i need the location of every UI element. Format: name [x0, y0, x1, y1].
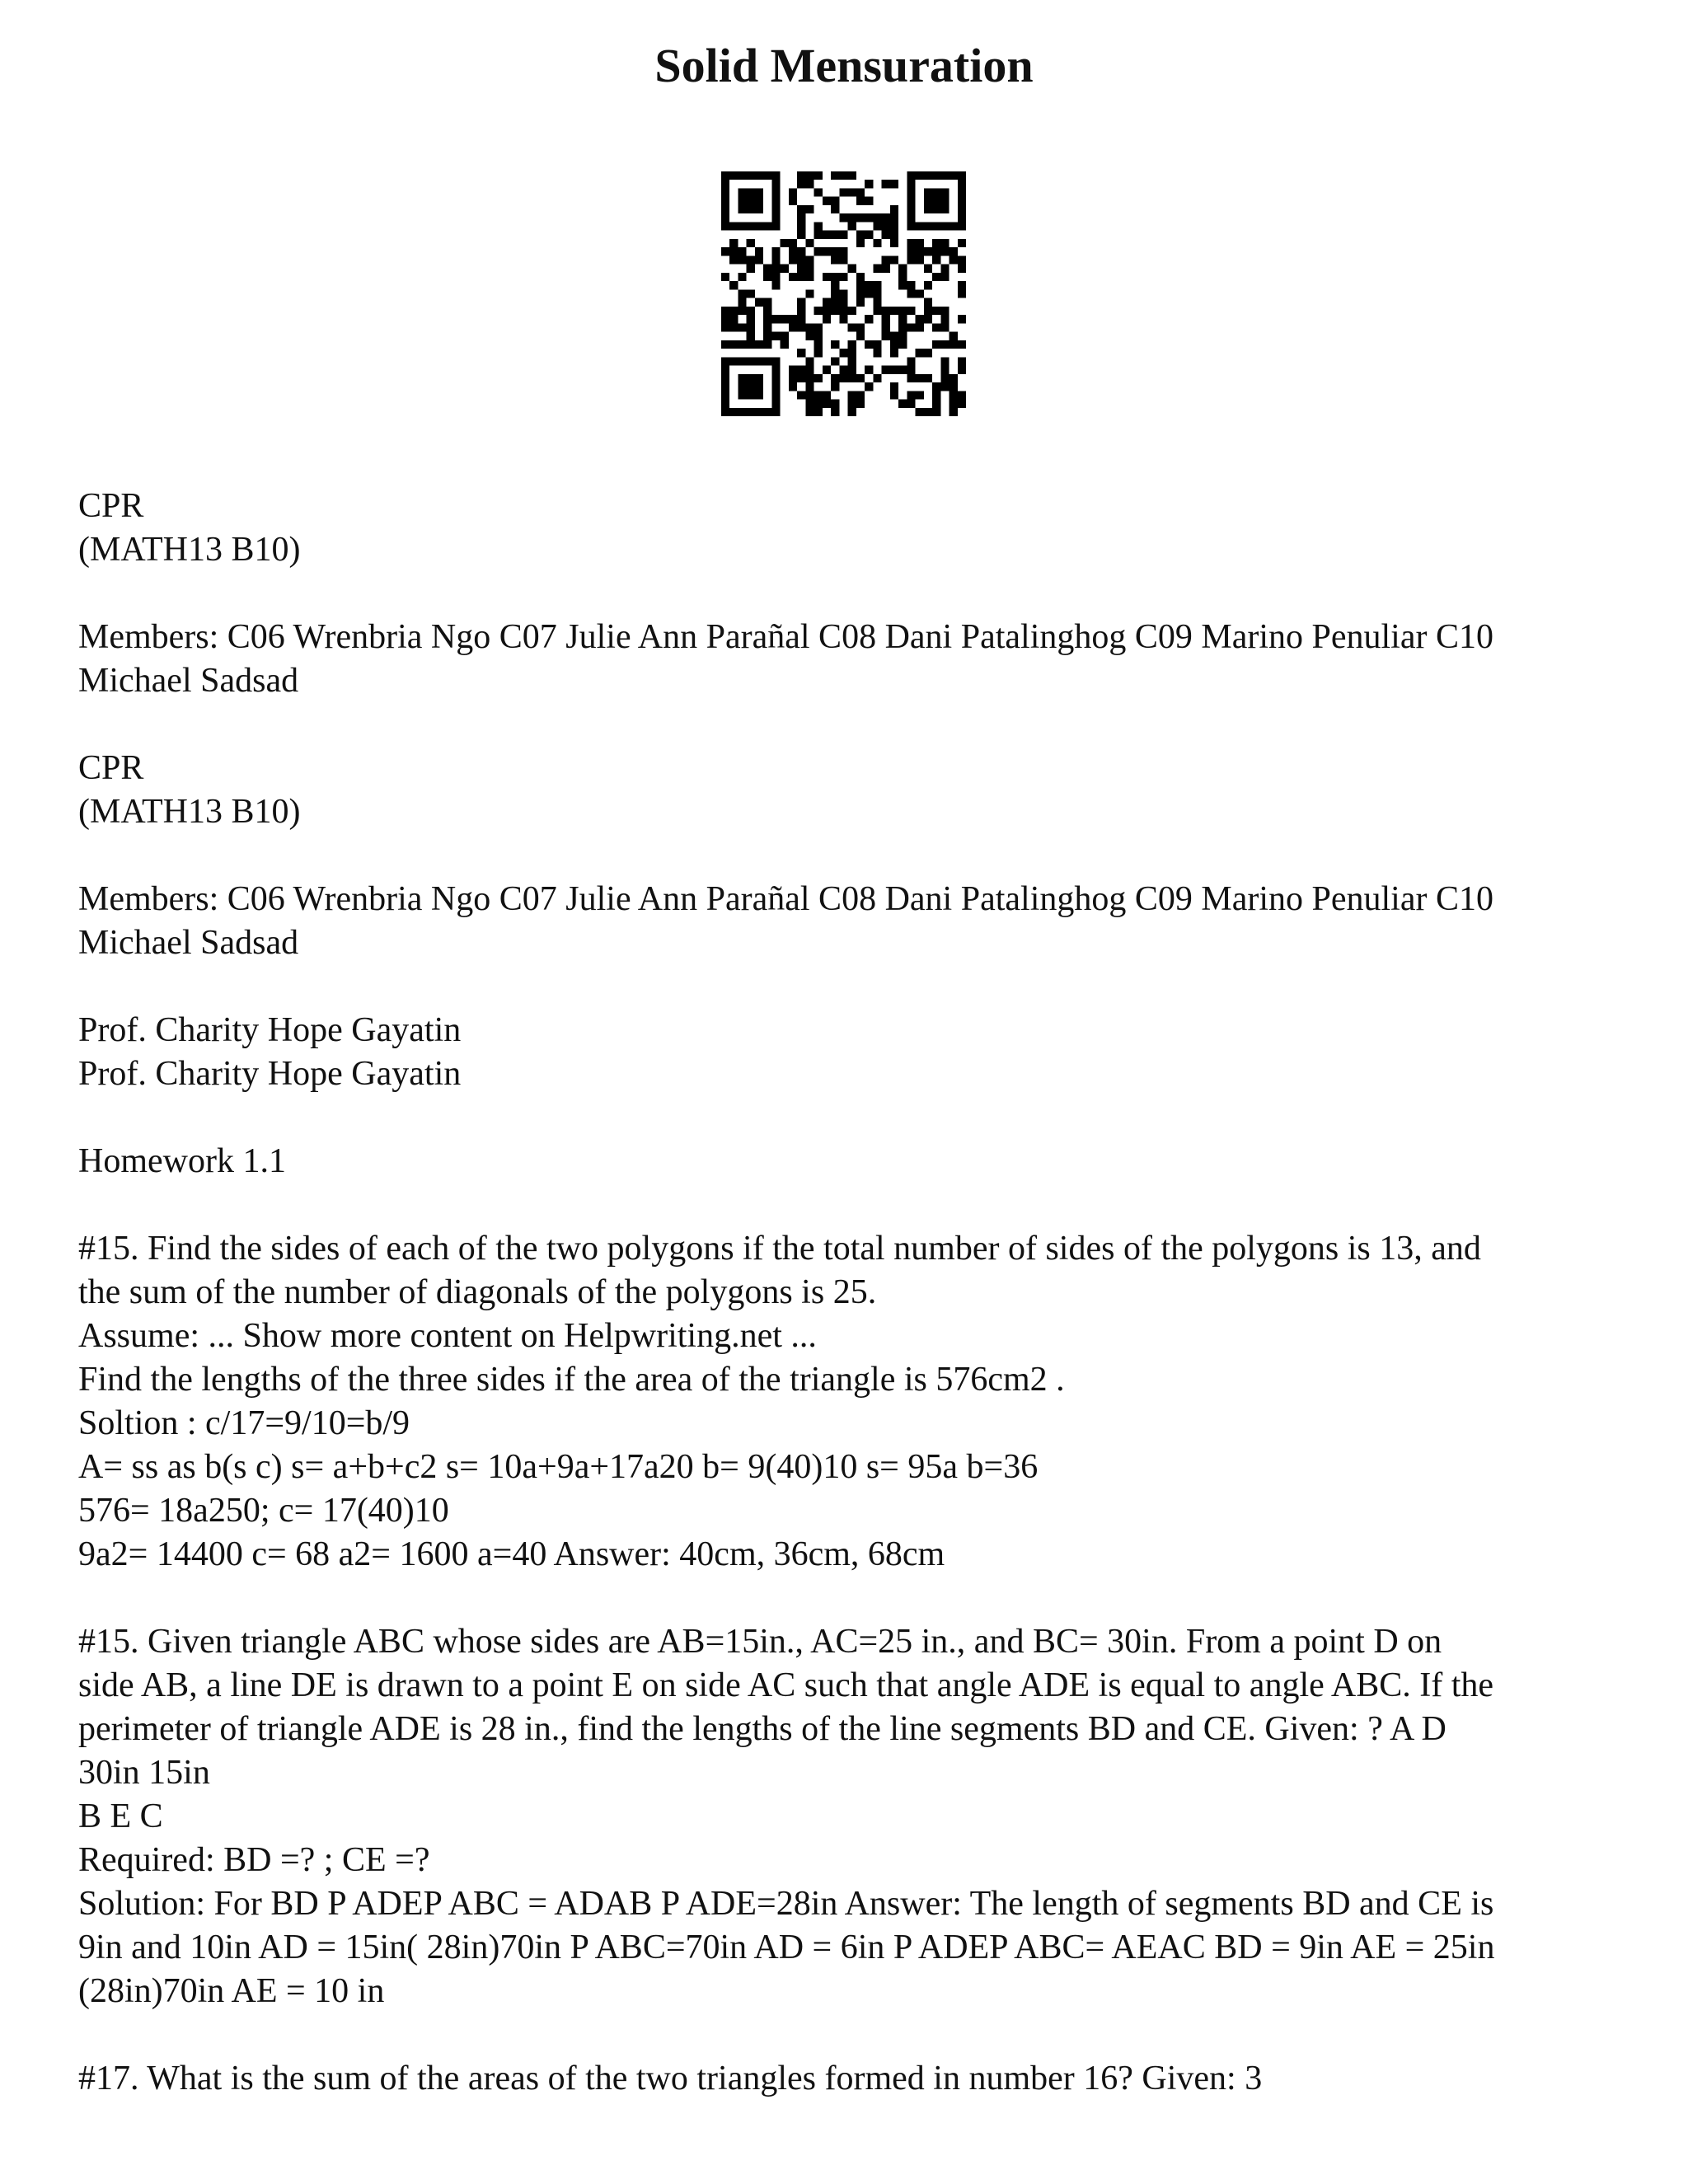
problem-line: the sum of the number of diagonals of the polygons is 25. — [78, 1273, 877, 1311]
members-1 — [78, 616, 1628, 703]
problem-line: Required: BD =? ; CE =? — [78, 1841, 430, 1879]
group-info-1 — [78, 485, 1628, 572]
members-line: Michael Sadsad — [78, 924, 299, 962]
members-line: Members: C06 Wrenbria Ngo C07 Julie Ann Parañal C08 Dani Patalinghog C09 Marino Penuliar C10 — [78, 618, 1493, 656]
professor-block — [78, 1009, 1628, 1096]
group-name: CPR — [78, 749, 144, 787]
problem-line: Find the lengths of the three sides if the area of the triangle is 576cm2 . — [78, 1361, 1065, 1399]
problem-line: 30in 15in — [78, 1754, 210, 1792]
group-name: CPR — [78, 487, 144, 525]
problem-line: B E C — [78, 1797, 163, 1835]
members-2 — [78, 878, 1628, 965]
problem-line: 576= 18a250; c= 17(40)10 — [78, 1492, 449, 1530]
problem-line: #15. Given triangle ABC whose sides are AB=15in., AC=25 in., and BC= 30in. From a point D on — [78, 1623, 1442, 1661]
members-line: Members: C06 Wrenbria Ngo C07 Julie Ann Parañal C08 Dani Patalinghog C09 Marino Penuliar C10 — [78, 880, 1493, 918]
problem-line: perimeter of triangle ADE is 28 in., find the lengths of the line segments BD and CE. Given: ? A D — [78, 1710, 1447, 1748]
problem-line: 9a2= 14400 c= 68 a2= 1600 a=40 Answer: 40cm, 36cm, 68cm — [78, 1535, 945, 1573]
problem-line: (28in)70in AE = 10 in — [78, 1972, 385, 2010]
problem-line: 9in and 10in AD = 15in( 28in)70in P ABC=70in AD = 6in P ADEP ABC= AEAC BD = 9in AE = 25in — [78, 1929, 1495, 1966]
problem-15-triangle — [78, 1620, 1628, 2013]
problem-line: side AB, a line DE is drawn to a point E on side AC such that angle ADE is equal to angle ABC. If the — [78, 1666, 1494, 1704]
members-line: Michael Sadsad — [78, 662, 299, 700]
professor-name: Prof. Charity Hope Gayatin — [78, 1011, 462, 1049]
problem-line: Soltion : c/17=9/10=b/9 — [78, 1404, 410, 1442]
problem-line: Assume: ... Show more content on Helpwriting.net ... — [78, 1317, 817, 1355]
problem-17 — [78, 2057, 1628, 2101]
group-info-2 — [78, 747, 1628, 834]
page-title: Solid Mensuration — [654, 39, 1034, 92]
homework-label: Homework 1.1 — [78, 1142, 286, 1180]
problem-line: Solution: For BD P ADEP ABC = ADAB P ADE=28in Answer: The length of segments BD and CE is — [78, 1885, 1494, 1923]
homework-heading — [78, 1140, 1628, 1183]
problem-line: #17. What is the sum of the areas of the two triangles formed in number 16? Given: 3 — [78, 2060, 1263, 2097]
course-code: (MATH13 B10) — [78, 531, 301, 569]
problem-line: #15. Find the sides of each of the two polygons if the total number of sides of the polygons is 13, and — [78, 1230, 1481, 1268]
course-code: (MATH13 B10) — [78, 793, 301, 831]
problem-15-polygons — [78, 1227, 1628, 1577]
problem-line: A= ss as b(s c) s= a+b+c2 s= 10a+9a+17a20 b= 9(40)10 s= 95a b=36 — [78, 1448, 1039, 1486]
professor-name: Prof. Charity Hope Gayatin — [78, 1055, 462, 1093]
qr-code-icon — [721, 171, 966, 416]
document-body — [78, 485, 1628, 2144]
